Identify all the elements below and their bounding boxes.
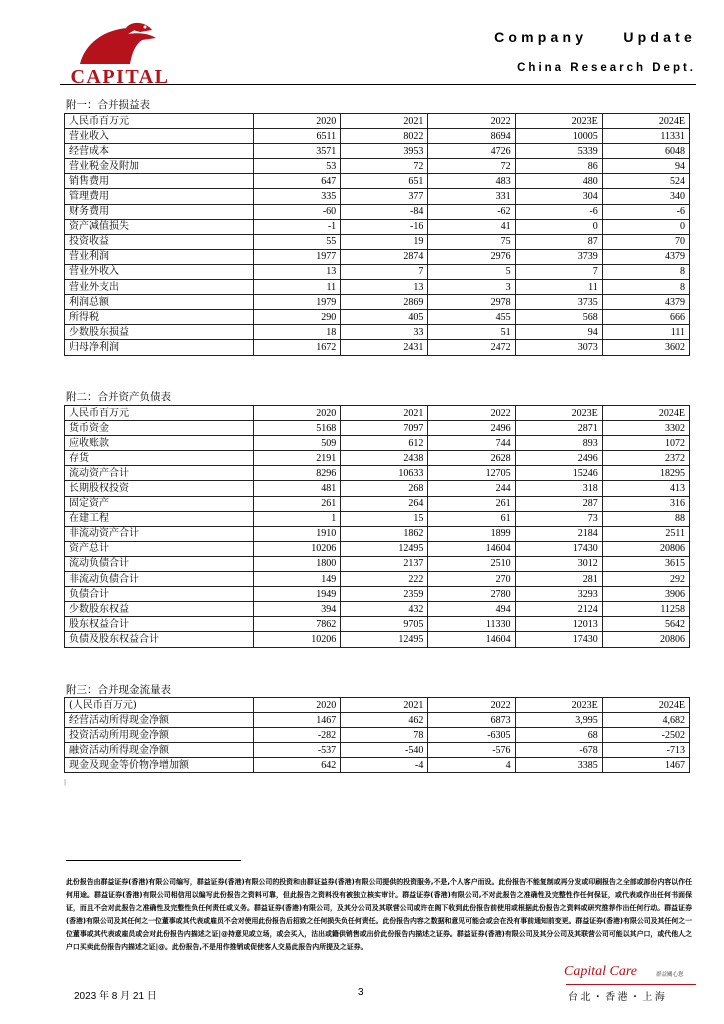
cell-value: 455 [428, 310, 515, 325]
cell-value: 642 [254, 758, 341, 773]
cell-value: 3615 [602, 556, 689, 571]
cell-value: 18 [254, 325, 341, 340]
cell-value: 2976 [428, 249, 515, 264]
table-row [65, 617, 690, 632]
cell-value: 304 [515, 189, 602, 204]
cell-value: 55 [254, 234, 341, 249]
cell-value: 10206 [254, 632, 341, 647]
cell-value: 33 [341, 325, 428, 340]
cell-value: 2472 [428, 340, 515, 355]
table-row [65, 451, 690, 466]
cell-value: 5168 [254, 421, 341, 436]
table-row [65, 572, 690, 587]
table-row [65, 466, 690, 481]
cell-value: 11 [515, 280, 602, 295]
income-statement-table [64, 113, 690, 356]
cell-value: 8694 [428, 129, 515, 144]
cell-value: 480 [515, 174, 602, 189]
table-row [65, 204, 690, 219]
cell-value: 3,995 [515, 713, 602, 728]
column-header-year: 2020 [254, 698, 341, 713]
cell-value: -6 [515, 204, 602, 219]
table-row [65, 496, 690, 511]
cell-value: 20806 [602, 541, 689, 556]
cell-value: 432 [341, 602, 428, 617]
cell-value: 10005 [515, 129, 602, 144]
table-row [65, 713, 690, 728]
cell-value: -1 [254, 219, 341, 234]
cell-value: 509 [254, 436, 341, 451]
cell-value: 86 [515, 159, 602, 174]
table-row [65, 310, 690, 325]
table-row [65, 511, 690, 526]
cell-value: 405 [341, 310, 428, 325]
cell-value: -537 [254, 743, 341, 758]
cell-value: 7 [515, 264, 602, 279]
row-label: 融资活动所得现金净额 [65, 743, 254, 758]
cell-value: 462 [341, 713, 428, 728]
row-label: 所得税 [65, 310, 254, 325]
capital-logo [66, 22, 176, 86]
row-label: 流动负债合计 [65, 556, 254, 571]
row-label: 经营活动所得现金净额 [65, 713, 254, 728]
logo-text: CAPITAL [70, 66, 170, 88]
cell-value: -16 [341, 219, 428, 234]
row-label: 负债合计 [65, 587, 254, 602]
column-header-year: 2023E [515, 114, 602, 129]
cell-value: 893 [515, 436, 602, 451]
row-label: 投资活动所用现金净额 [65, 728, 254, 743]
cell-value: 88 [602, 511, 689, 526]
column-header-year: 2022 [428, 406, 515, 421]
table-row [65, 280, 690, 295]
cell-value: 568 [515, 310, 602, 325]
cell-value: 17430 [515, 541, 602, 556]
cell-value: 2191 [254, 451, 341, 466]
cell-value: 4 [428, 758, 515, 773]
cell-value: -282 [254, 728, 341, 743]
table-row [65, 758, 690, 773]
table-row [65, 526, 690, 541]
cell-value: 2137 [341, 556, 428, 571]
cell-value: 2359 [341, 587, 428, 602]
cell-value: 11331 [602, 129, 689, 144]
cell-value: -84 [341, 204, 428, 219]
cell-value: 5339 [515, 144, 602, 159]
cell-value: 0 [602, 219, 689, 234]
cell-value: -576 [428, 743, 515, 758]
cell-value: 1467 [602, 758, 689, 773]
cell-value: 3 [428, 280, 515, 295]
cell-value: 290 [254, 310, 341, 325]
row-label: 少数股东权益 [65, 602, 254, 617]
cell-value: 1899 [428, 526, 515, 541]
cell-value: 3953 [341, 144, 428, 159]
table-row [65, 587, 690, 602]
row-label: 固定资产 [65, 496, 254, 511]
cell-value: 15246 [515, 466, 602, 481]
cell-value: 111 [602, 325, 689, 340]
table-header-row [65, 698, 690, 713]
cell-value: 94 [515, 325, 602, 340]
cell-value: 53 [254, 159, 341, 174]
cell-value: -62 [428, 204, 515, 219]
cell-value: -713 [602, 743, 689, 758]
cell-value: 3385 [515, 758, 602, 773]
cell-value: 524 [602, 174, 689, 189]
eagle-icon [66, 22, 174, 68]
cell-value: 19 [341, 234, 428, 249]
table-row [65, 325, 690, 340]
row-label: 经营成本 [65, 144, 254, 159]
row-label: 财务费用 [65, 204, 254, 219]
cell-value: 11258 [602, 602, 689, 617]
cell-value: 149 [254, 572, 341, 587]
cell-value: 68 [515, 728, 602, 743]
cell-value: 12705 [428, 466, 515, 481]
cell-value: 10633 [341, 466, 428, 481]
table-row [65, 728, 690, 743]
column-header-unit: (人民币百万元) [65, 698, 254, 713]
cell-value: 9705 [341, 617, 428, 632]
table-row [65, 234, 690, 249]
cell-value: 73 [515, 511, 602, 526]
cell-value: 0 [515, 219, 602, 234]
report-type-title: Company Update [494, 29, 696, 45]
stray-mark: | [64, 779, 67, 786]
row-label: 归母净利润 [65, 340, 254, 355]
column-header-year: 2020 [254, 406, 341, 421]
cell-value: 3073 [515, 340, 602, 355]
cell-value: -60 [254, 204, 341, 219]
column-header-year: 2022 [428, 698, 515, 713]
cell-value: 4,682 [602, 713, 689, 728]
cell-value: 494 [428, 602, 515, 617]
brand-slogan: 群益關心您 [656, 972, 684, 978]
cell-value: 3293 [515, 587, 602, 602]
table-header-row [65, 114, 690, 129]
cell-value: 1910 [254, 526, 341, 541]
cell-value: 6048 [602, 144, 689, 159]
row-label: 管理费用 [65, 189, 254, 204]
cell-value: 377 [341, 189, 428, 204]
cell-value: 222 [341, 572, 428, 587]
cell-value: 94 [602, 159, 689, 174]
cell-value: 481 [254, 481, 341, 496]
row-label: 投资收益 [65, 234, 254, 249]
cell-value: 612 [341, 436, 428, 451]
column-header-year: 2023E [515, 406, 602, 421]
cell-value: 2511 [602, 526, 689, 541]
cell-value: 20806 [602, 632, 689, 647]
cell-value: 12013 [515, 617, 602, 632]
cell-value: 1979 [254, 295, 341, 310]
row-label: 销售费用 [65, 174, 254, 189]
cell-value: 270 [428, 572, 515, 587]
cell-value: 5642 [602, 617, 689, 632]
department-name: China Research Dept. [517, 62, 696, 74]
cell-value: 3735 [515, 295, 602, 310]
cell-value: 12495 [341, 632, 428, 647]
cell-value: 394 [254, 602, 341, 617]
cell-value: 340 [602, 189, 689, 204]
table-row [65, 159, 690, 174]
cell-value: 3602 [602, 340, 689, 355]
cell-value: 316 [602, 496, 689, 511]
cell-value: 4379 [602, 249, 689, 264]
cell-value: 7 [341, 264, 428, 279]
row-label: 营业利润 [65, 249, 254, 264]
row-label: 资产总计 [65, 541, 254, 556]
cell-value: 61 [428, 511, 515, 526]
cell-value: 331 [428, 189, 515, 204]
cell-value: 5 [428, 264, 515, 279]
cell-value: 15 [341, 511, 428, 526]
column-header-year: 2024E [602, 114, 689, 129]
cell-value: 2124 [515, 602, 602, 617]
footnote-divider [66, 860, 241, 861]
row-label: 负债及股东权益合计 [65, 632, 254, 647]
cell-value: 2184 [515, 526, 602, 541]
cell-value: 2628 [428, 451, 515, 466]
table-row [65, 632, 690, 647]
balance-sheet-title: 附二：合并资产负债表 [66, 391, 171, 403]
cell-value: 413 [602, 481, 689, 496]
cell-value: -6 [602, 204, 689, 219]
table-row [65, 219, 690, 234]
row-label: 营业外收入 [65, 264, 254, 279]
cell-value: 1862 [341, 526, 428, 541]
column-header-year: 2021 [341, 406, 428, 421]
cell-value: 1977 [254, 249, 341, 264]
cell-value: 261 [254, 496, 341, 511]
row-label: 营业税金及附加 [65, 159, 254, 174]
cell-value: 2780 [428, 587, 515, 602]
column-header-year: 2020 [254, 114, 341, 129]
cell-value: 11 [254, 280, 341, 295]
table-row [65, 189, 690, 204]
row-label: 营业收入 [65, 129, 254, 144]
cell-value: 3012 [515, 556, 602, 571]
row-label: 流动资产合计 [65, 466, 254, 481]
row-label: 在建工程 [65, 511, 254, 526]
table-row [65, 264, 690, 279]
cell-value: -540 [341, 743, 428, 758]
cell-value: 78 [341, 728, 428, 743]
table-row [65, 144, 690, 159]
cell-value: 3739 [515, 249, 602, 264]
column-header-year: 2022 [428, 114, 515, 129]
row-label: 现金及现金等价物净增加额 [65, 758, 254, 773]
row-label: 利润总额 [65, 295, 254, 310]
cell-value: 268 [341, 481, 428, 496]
cell-value: -4 [341, 758, 428, 773]
cell-value: 17430 [515, 632, 602, 647]
cell-value: 2496 [515, 451, 602, 466]
row-label: 长期股权投资 [65, 481, 254, 496]
report-date: 2023 年 8 月 21 日 [74, 991, 157, 1002]
cash-flow-title: 附三：合并现金流量表 [66, 684, 171, 696]
table-row [65, 174, 690, 189]
cell-value: 13 [341, 280, 428, 295]
cell-value: 2871 [515, 421, 602, 436]
cell-value: 3302 [602, 421, 689, 436]
cell-value: 8022 [341, 129, 428, 144]
table-row [65, 295, 690, 310]
cell-value: 3571 [254, 144, 341, 159]
row-label: 资产减值损失 [65, 219, 254, 234]
cell-value: 41 [428, 219, 515, 234]
cell-value: 70 [602, 234, 689, 249]
page-number: 3 [358, 987, 364, 998]
cell-value: 8 [602, 280, 689, 295]
table-row [65, 541, 690, 556]
row-label: 存货 [65, 451, 254, 466]
cell-value: 318 [515, 481, 602, 496]
table-row [65, 743, 690, 758]
cell-value: 2874 [341, 249, 428, 264]
capital-care-brand [564, 962, 698, 1006]
cell-value: 10206 [254, 541, 341, 556]
income-statement-title: 附一：合并损益表 [66, 99, 150, 111]
column-header-year: 2024E [602, 698, 689, 713]
cell-value: 1467 [254, 713, 341, 728]
column-header-unit: 人民币百万元 [65, 406, 254, 421]
cell-value: -6305 [428, 728, 515, 743]
row-label: 非流动负债合计 [65, 572, 254, 587]
cell-value: 2510 [428, 556, 515, 571]
row-label: 营业外支出 [65, 280, 254, 295]
cell-value: 1949 [254, 587, 341, 602]
cell-value: 3906 [602, 587, 689, 602]
header-divider [60, 84, 696, 85]
cell-value: 2431 [341, 340, 428, 355]
cash-flow-table [64, 697, 690, 773]
table-row [65, 481, 690, 496]
table-row [65, 436, 690, 451]
cell-value: 8 [602, 264, 689, 279]
table-header-row [65, 406, 690, 421]
table-row [65, 249, 690, 264]
cell-value: 292 [602, 572, 689, 587]
cell-value: 51 [428, 325, 515, 340]
cell-value: -2502 [602, 728, 689, 743]
cell-value: 6511 [254, 129, 341, 144]
cell-value: 1 [254, 511, 341, 526]
cell-value: 264 [341, 496, 428, 511]
cell-value: 7862 [254, 617, 341, 632]
cell-value: 666 [602, 310, 689, 325]
row-label: 货币资金 [65, 421, 254, 436]
column-header-year: 2023E [515, 698, 602, 713]
cell-value: 281 [515, 572, 602, 587]
cell-value: 1800 [254, 556, 341, 571]
cell-value: 744 [428, 436, 515, 451]
column-header-year: 2021 [341, 698, 428, 713]
cell-value: 14604 [428, 632, 515, 647]
cell-value: 287 [515, 496, 602, 511]
cell-value: 8296 [254, 466, 341, 481]
cell-value: 335 [254, 189, 341, 204]
cell-value: 12495 [341, 541, 428, 556]
column-header-year: 2024E [602, 406, 689, 421]
cell-value: 1072 [602, 436, 689, 451]
row-label: 非流动资产合计 [65, 526, 254, 541]
cell-value: 2372 [602, 451, 689, 466]
cell-value: 87 [515, 234, 602, 249]
row-label: 股东权益合计 [65, 617, 254, 632]
cell-value: 483 [428, 174, 515, 189]
cell-value: 4726 [428, 144, 515, 159]
table-row [65, 421, 690, 436]
cell-value: 11330 [428, 617, 515, 632]
table-row [65, 129, 690, 144]
cell-value: 2869 [341, 295, 428, 310]
cell-value: 261 [428, 496, 515, 511]
cell-value: 2496 [428, 421, 515, 436]
cell-value: 244 [428, 481, 515, 496]
table-row [65, 340, 690, 355]
cell-value: 18295 [602, 466, 689, 481]
cell-value: -678 [515, 743, 602, 758]
table-row [65, 556, 690, 571]
legal-disclaimer: 此份报告由群益证券(香港)有限公司编写，群益证券(香港)有限公司的投资和由群证益券(香港)有限公司提供的投资服务,不是,个人客户而设。此份报告不能复制或再分发或印刷报告之全部或部份内容以作任何用途。群益证券(香港)有限公司相信用以编写此份报告之资料可靠，但此报告之资料没有被独立核实审计。群益证券(香港)有限公司,不对此报告之准确性及完整性作任何保证，或代表或作出任何书面保证，而且不会对此报告之准确性及完整性负任何责任或义务。群益证券(香港)有限公司，及其分公司及其联营公司或许在阁下收到此份报告前使用或根据此份报告之资料或研究推荐作出任何行动。群益证券(香港)有限公司及其任何之一位董事或其代表或雇员不会对使用此份报告后招致之任何损失负任何责任。此份报告内容之数据和意见可能会或会在没有事前通知前变更。群益证券(香港)有限公司及其任何之一位董事或其代表或雇员或会对此份报告内描述之证|@持意见或立场，或会买入，沽出或籍供销售或出价此份报告内描述之证券。群益证券(香港)有限公司及其分公司及其联营公司可能以其户口，或代他人之户口买卖此份报告内描述之证|@。此份报告,不是用作推销或促使客人交易此报告内所提及之证券。 [66, 878, 692, 951]
row-label: 少数股东损益 [65, 325, 254, 340]
cell-value: 4379 [602, 295, 689, 310]
brand-divider [566, 984, 696, 985]
table-row [65, 602, 690, 617]
cell-value: 2978 [428, 295, 515, 310]
cell-value: 647 [254, 174, 341, 189]
cell-value: 651 [341, 174, 428, 189]
brand-cities: 台北・香港・上海 [568, 992, 668, 1003]
cell-value: 1672 [254, 340, 341, 355]
cell-value: 72 [341, 159, 428, 174]
column-header-year: 2021 [341, 114, 428, 129]
cell-value: 6873 [428, 713, 515, 728]
balance-sheet-table [64, 405, 690, 648]
cell-value: 7097 [341, 421, 428, 436]
cell-value: 72 [428, 159, 515, 174]
column-header-unit: 人民币百万元 [65, 114, 254, 129]
cell-value: 13 [254, 264, 341, 279]
cell-value: 75 [428, 234, 515, 249]
cell-value: 14604 [428, 541, 515, 556]
row-label: 应收账款 [65, 436, 254, 451]
brand-script: Capital Care [564, 964, 637, 979]
cell-value: 2438 [341, 451, 428, 466]
